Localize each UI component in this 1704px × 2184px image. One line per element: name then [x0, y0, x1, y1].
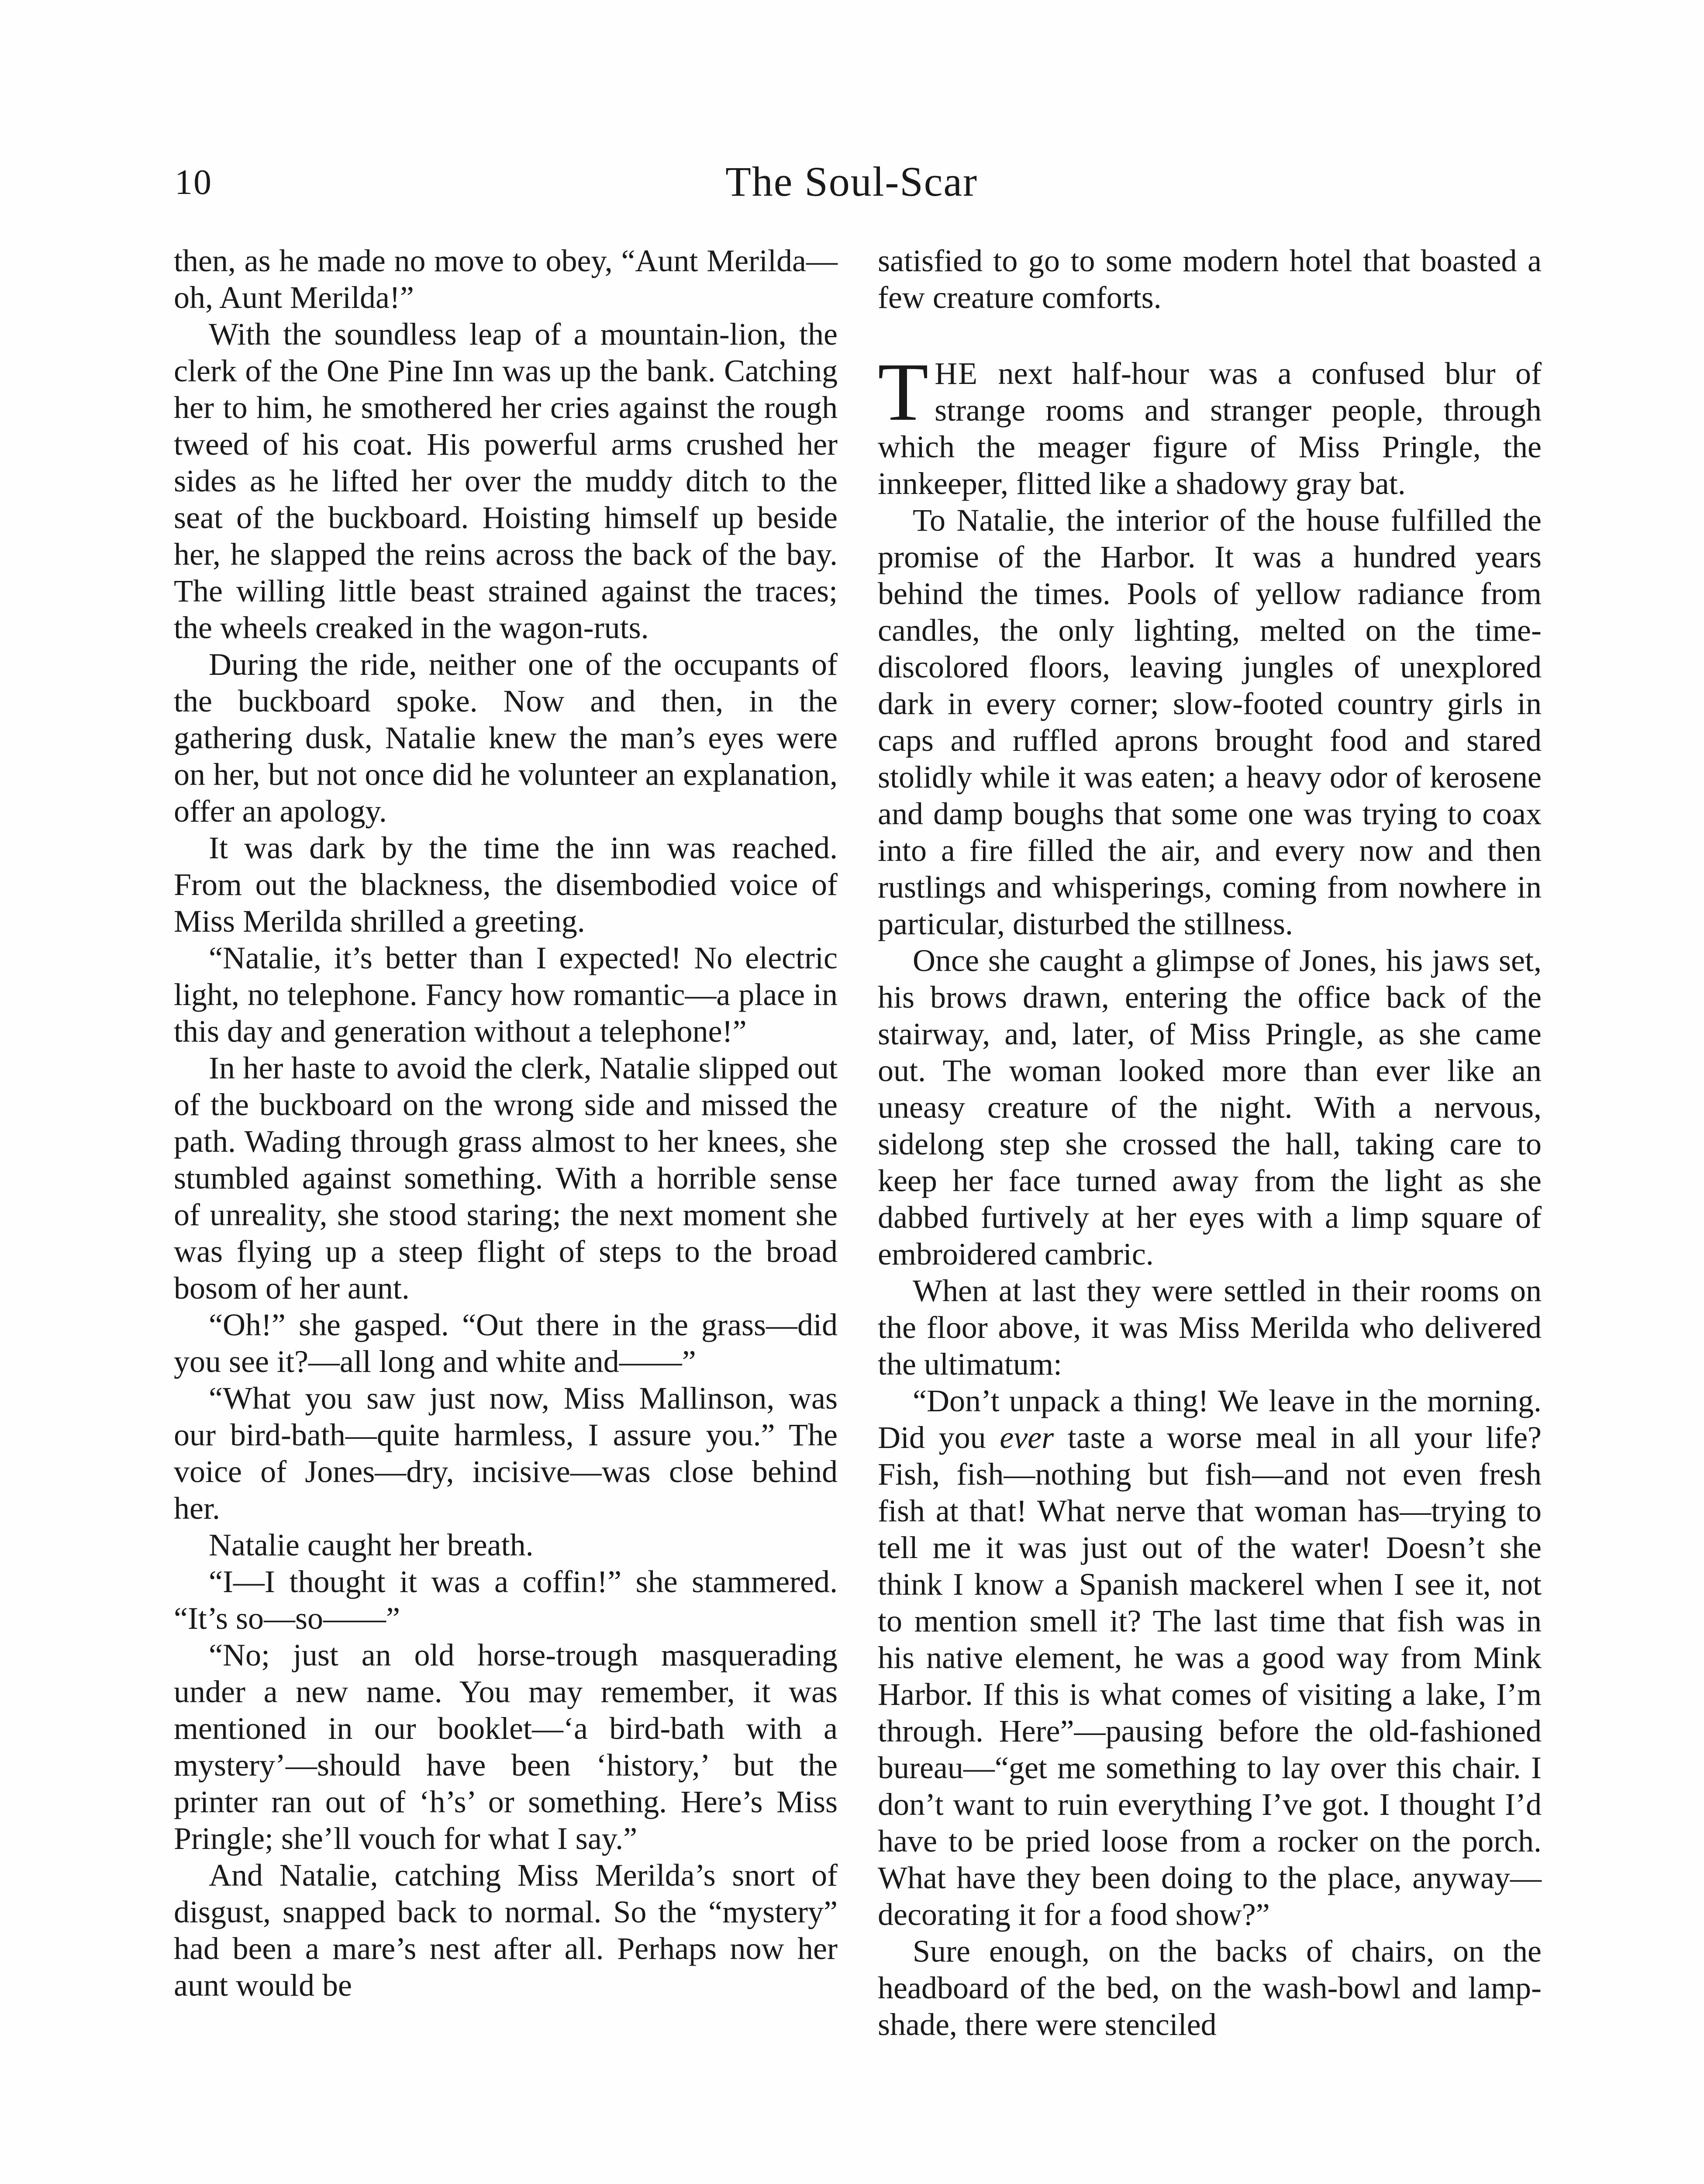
paragraph: “What you saw just now, Miss Mallinson, was our bird-bath—quite harmless, I assure you.” The voice of Jones—dry, incisive—was close behind her.: [174, 1381, 838, 1526]
paragraph: When at last they were settled in their rooms on the floor above, it was Miss Merilda who delivered the ultimatum:: [878, 1273, 1542, 1382]
paragraph: “Natalie, it’s better than I expected! No electric light, no telephone. Fancy how romantic—a place in this day and generation without a telephone!”: [174, 940, 838, 1049]
paragraph: “Oh!” she gasped. “Out there in the grass—did you see it?—all long and white and——”: [174, 1307, 838, 1379]
paragraph: Natalie caught her breath.: [209, 1527, 534, 1562]
paragraph: [878, 1382, 1542, 1933]
paragraph-text: taste a worse meal in all your life? Fish, fish—nothing but fish—and not even fresh fish at that! What nerve that woman has—trying to tell me it was just out of the water! Doesn’t she think I know a Spanish mackerel when I see it, not to mention smell it? The last time that fish was in his native element, he was a good way from Mink Harbor. If this is what comes of visiting a lake, I’m through. Here”—pausing before the old-fashioned bureau—“get me something to lay over this chair. I don’t want to ruin everything I’ve got. I thought I’d have to be pried loose from a rocker on the porch. What have they been doing to the place, anyway—decorating it for a food show?”: [878, 1420, 1542, 1932]
paragraph: then, as he made no move to obey, “Aunt Merilda—oh, Aunt Merilda!”: [174, 243, 838, 315]
paragraph: In her haste to avoid the clerk, Natalie slipped out of the buckboard on the wrong side and missed the path. Wading through grass almost to her knees, she stumbled against something. With a horrible sense of unreality, she stood staring; the next moment she was flying up a steep flight of steps to the broad bosom of her aunt.: [174, 1051, 838, 1306]
paragraph: Sure enough, on the backs of chairs, on the headboard of the bed, on the wash-bowl and lamp-shade, there were stenciled: [878, 1934, 1542, 2042]
drop-cap: T: [878, 346, 929, 438]
paragraph: Once she caught a glimpse of Jones, his jaws set, his brows drawn, entering the office back of the stairway, and, later, of Miss Pringle, as she came out. The woman looked more than ever like an uneasy creature of the night. With a nervous, sidelong step she crossed the hall, taking care to keep her face turned away from the light as she dabbed furtively at her eyes with a limp square of embroidered cambric.: [878, 943, 1542, 1272]
running-title: The Soul-Scar: [725, 158, 978, 205]
paragraph: satisfied to go to some modern hotel that boasted a few creature comforts.: [878, 243, 1542, 315]
paragraph: It was dark by the time the inn was reached. From out the blackness, the disembodied voice of Miss Merilda shrilled a greeting.: [174, 830, 838, 939]
paragraph: And Natalie, catching Miss Merilda’s snort of disgust, snapped back to normal. So the “mystery” had been a mare’s nest after all. Perhaps now her aunt would be: [174, 1858, 838, 2003]
left-column: [174, 242, 838, 2004]
paragraph: With the soundless leap of a mountain-lion, the clerk of the One Pine Inn was up the bank. Catching her to him, he smothered her cries against the rough tweed of his coat. His powerful arms crushed her sides as he lifted her over the muddy ditch to the seat of the buckboard. Hoisting himself up beside her, he slapped the reins across the back of the bay. The willing little beast strained against the traces; the wheels creaked in the wagon-ruts.: [174, 317, 838, 645]
section-opening-paragraph: [878, 346, 1542, 502]
paragraph-text: “Don’t unpack a thing! We leave in the morning. Did you: [878, 1383, 1542, 1455]
right-column: [878, 242, 1542, 2043]
paragraph: “I—I thought it was a coffin!” she stammered. “It’s so—so——”: [174, 1564, 838, 1636]
page-number: 10: [175, 162, 212, 202]
small-caps-lead: HE: [935, 356, 979, 391]
page-header: [162, 157, 1542, 218]
paragraph: To Natalie, the interior of the house fulfilled the promise of the Harbor. It was a hundred years behind the times. Pools of yellow radiance from candles, the only lighting, melted on the time-discolored floors, leaving jungles of unexplored dark in every corner; slow-footed country girls in caps and ruffled aprons brought food and stared stolidly while it was eaten; a heavy odor of kerosene and damp boughs that some one was trying to coax into a fire filled the air, and every now and then rustlings and whisperings, coming from nowhere in particular, disturbed the stillness.: [878, 503, 1542, 941]
paragraph: “No; just an old horse-trough masquerading under a new name. You may remember, it was mentioned in our booklet—‘a bird-bath with a mystery’—should have been ‘history,’ but the printer ran out of ‘h’s’ or something. Here’s Miss Pringle; she’ll vouch for what I say.”: [174, 1638, 838, 1856]
paragraph: During the ride, neither one of the occupants of the buckboard spoke. Now and then, in the gathering dusk, Natalie knew the man’s eyes were on her, but not once did he volunteer an explanation, offer an apology.: [174, 647, 838, 829]
paragraph-text: next half-hour was a confused blur of strange rooms and stranger people, through which the meager figure of Miss Pringle, the innkeeper, flitted like a shadowy gray bat.: [878, 356, 1542, 501]
emphasized-word: ever: [1000, 1420, 1054, 1455]
